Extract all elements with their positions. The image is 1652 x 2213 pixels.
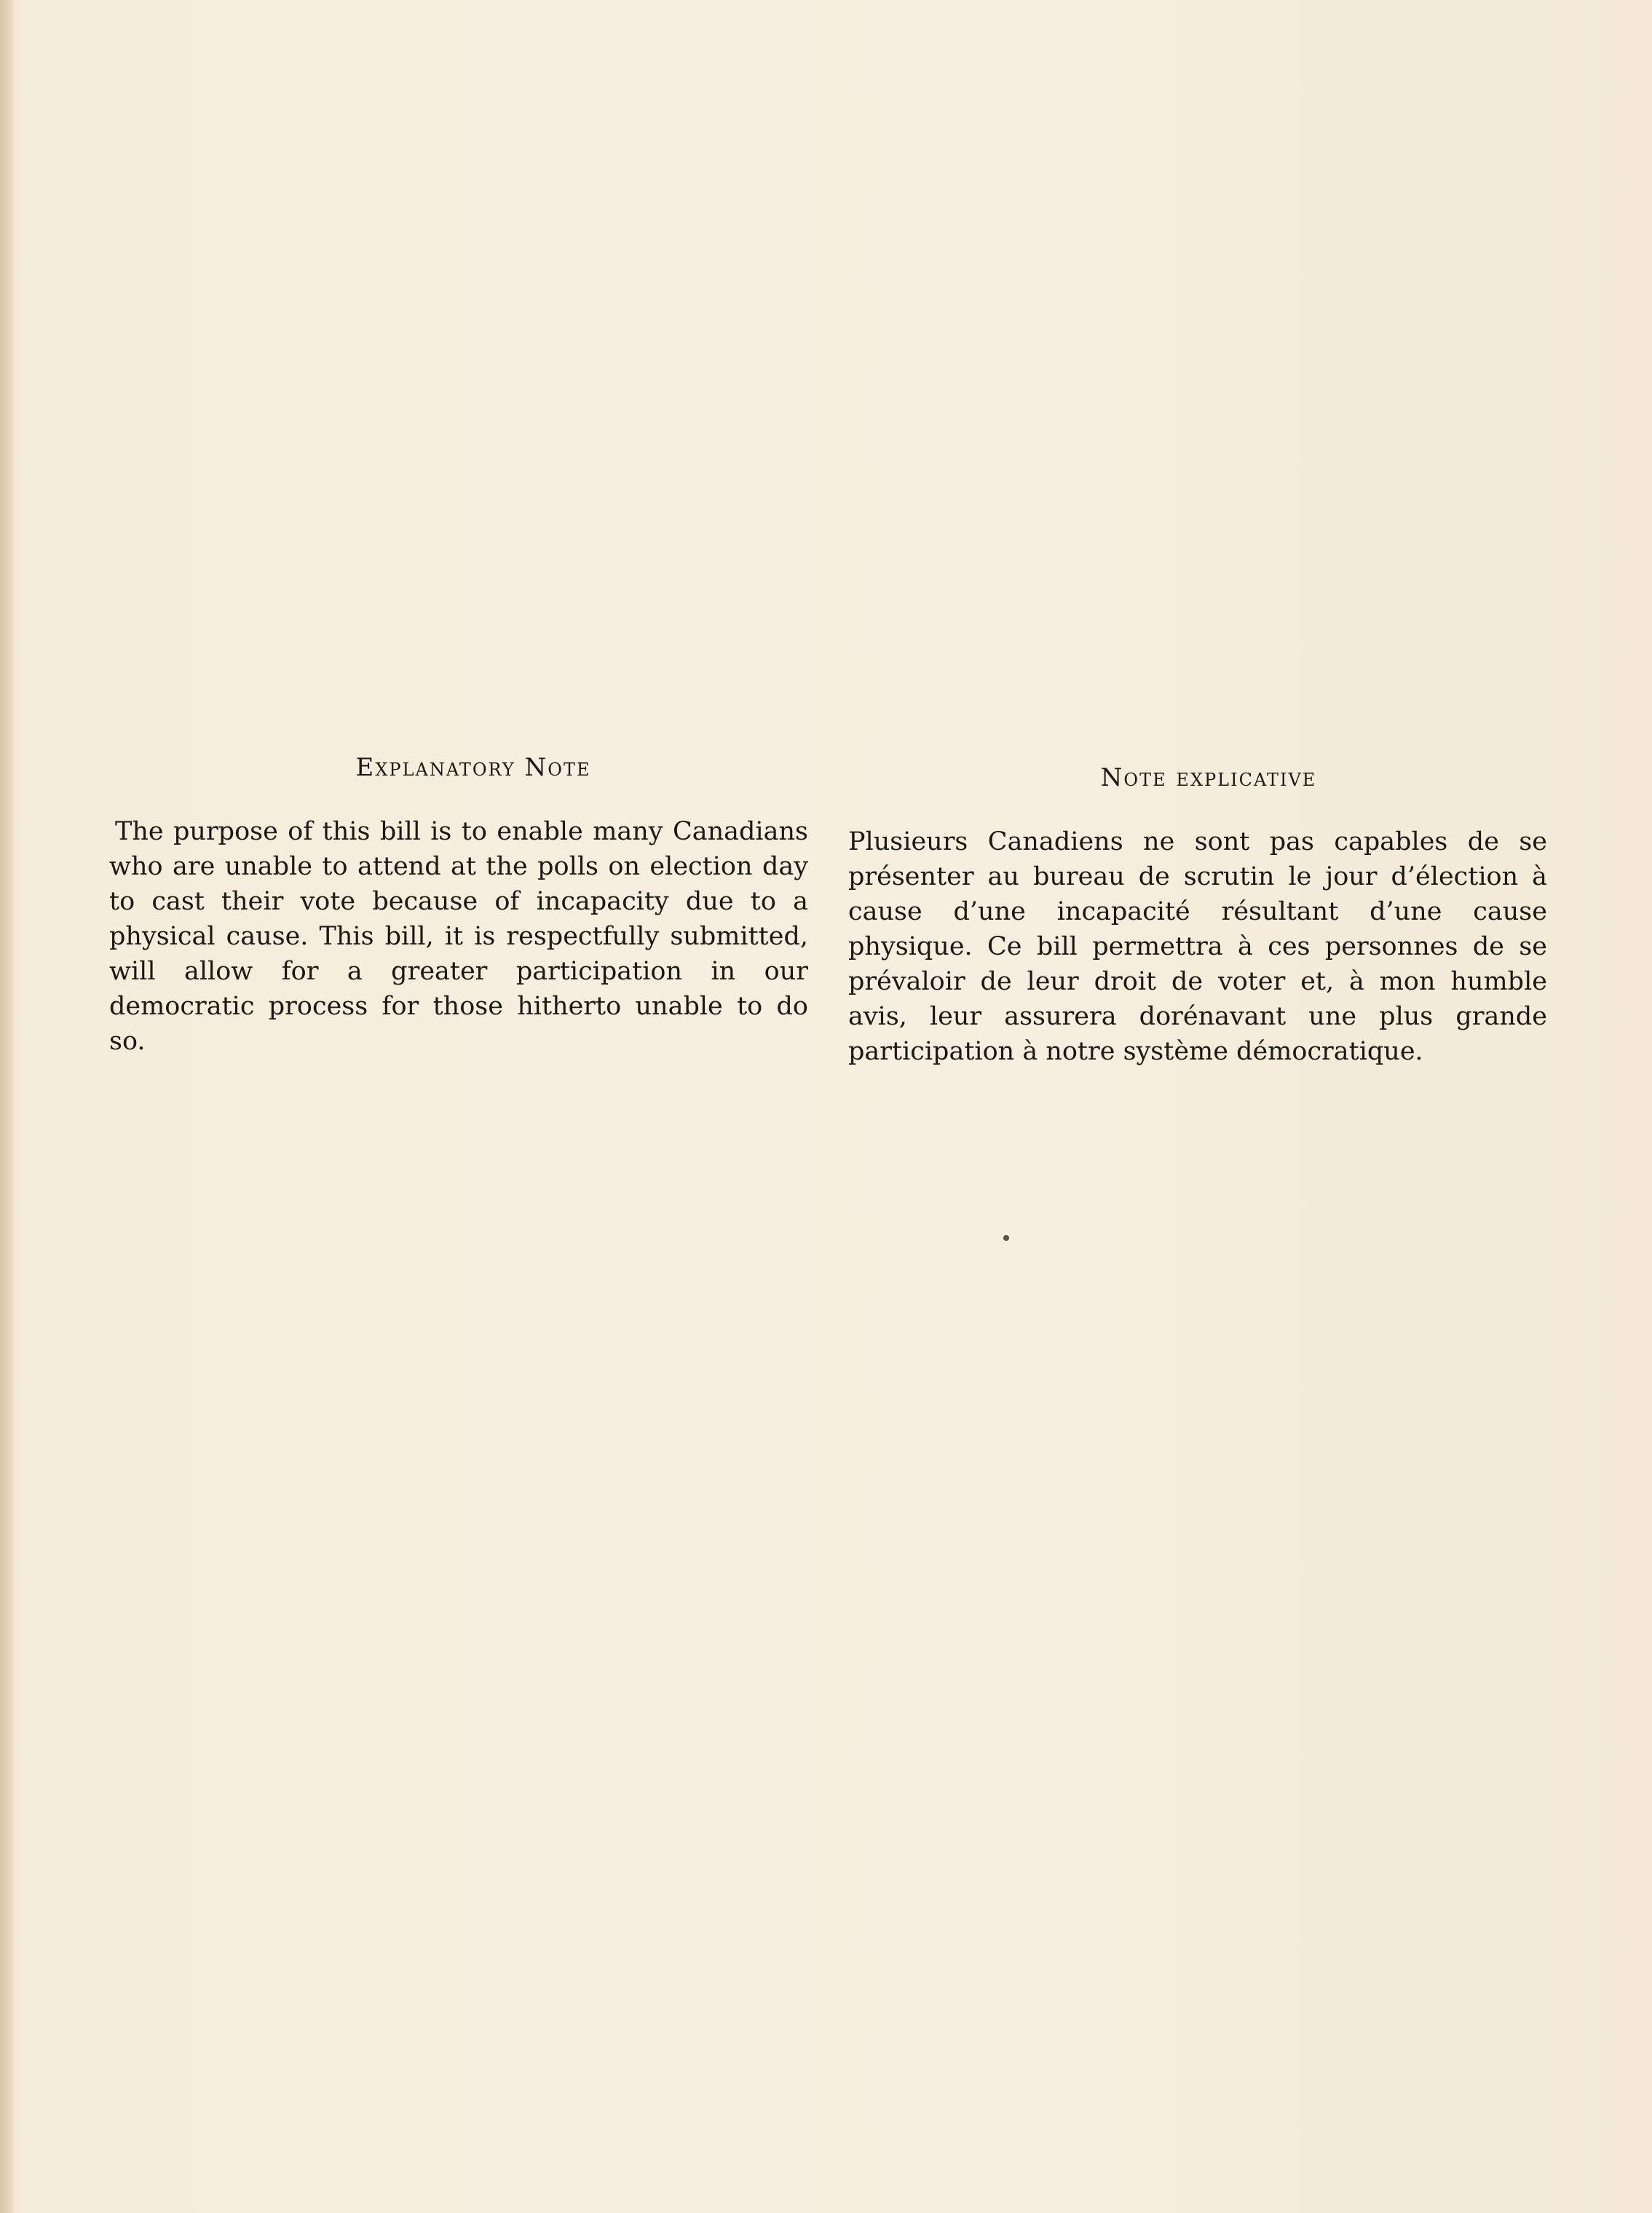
french-note-body: Plusieurs Canadiens ne sont pas capables de se présenter au bureau de scrutin le jour d’élection à cause d’une incapacité résultant d’une cause physique. Ce bill permettra à ces personnes de se prévaloir de leur droit de voter et, à mon humble avis, leur assurera dorénavant une plus grande participation à notre système démocratique. — [848, 827, 1547, 1066]
ink-speck — [1003, 1235, 1009, 1241]
english-note-heading: Explanatory Note — [355, 753, 591, 782]
french-note-heading: Note explicative — [1100, 763, 1317, 792]
english-note-body: The purpose of this bill is to enable many Canadians who are unable to attend at the polls on election day to cast their vote because of incapacity due to a physical cause. This bill, it is respectfully submitted, will allow for a greater participation in our democratic process for those hitherto unable to do so. — [109, 817, 808, 1056]
english-note-column — [109, 753, 808, 1059]
page-binding-edge — [0, 0, 13, 2213]
french-note-column — [848, 763, 1547, 1069]
